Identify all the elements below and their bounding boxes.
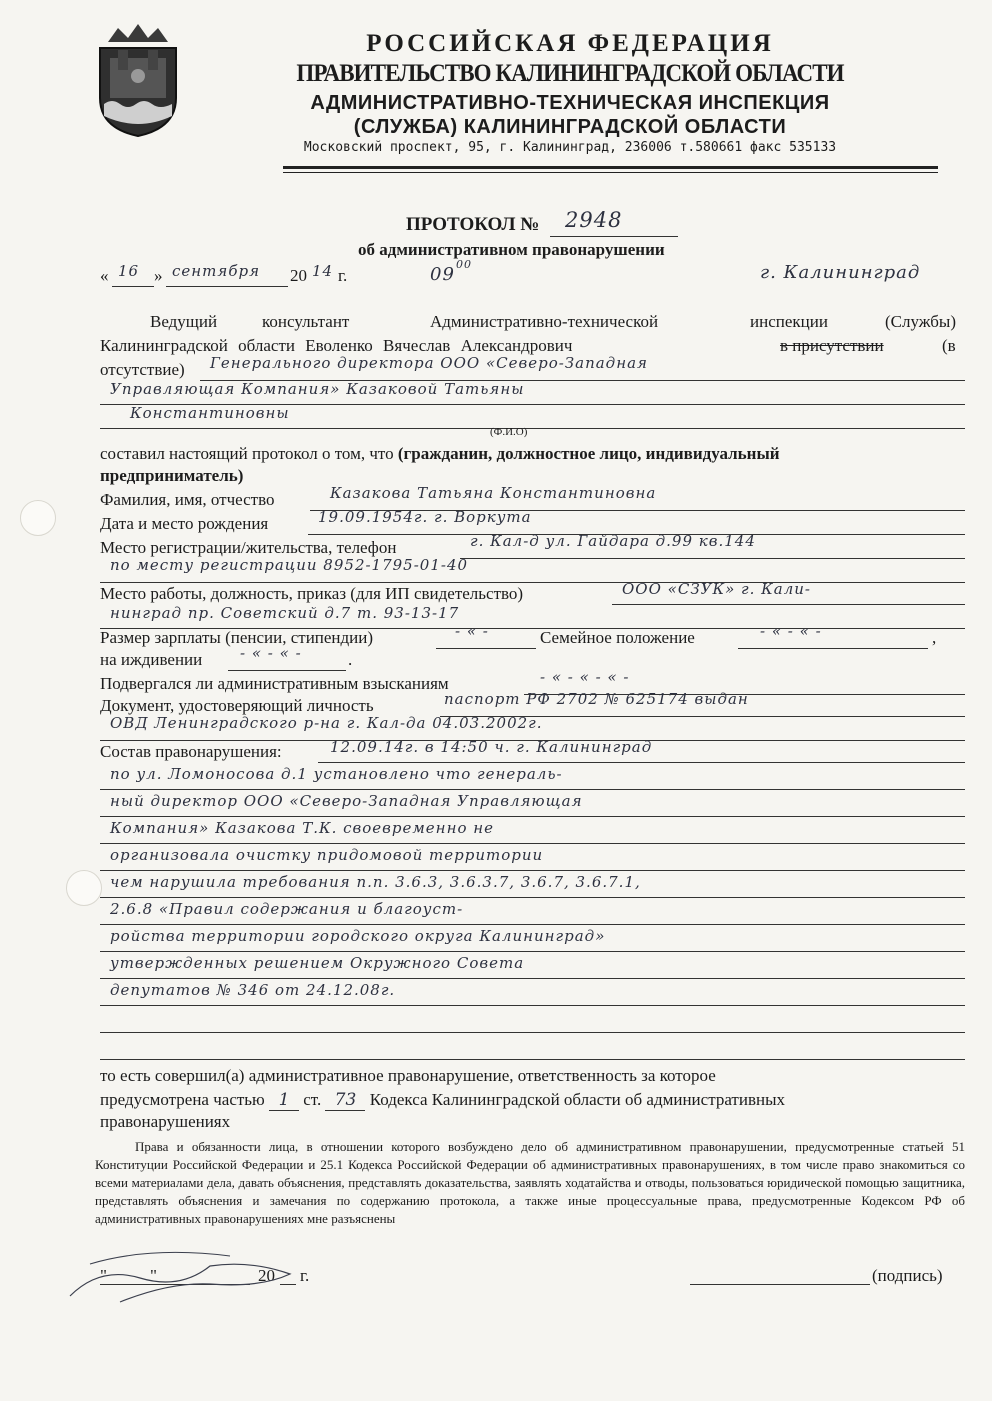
work-label: Место работы, должность, приказ (для ИП свидетельство)	[100, 584, 524, 603]
kaliningrad-coat-of-arms-icon	[88, 20, 188, 140]
footer-year-prefix: 20	[258, 1266, 275, 1285]
date-close-quote: »	[154, 266, 163, 285]
header-inspection: АДМИНИСТРАТИВНО-ТЕХНИЧЕСКАЯ ИНСПЕКЦИЯ	[310, 92, 830, 114]
intro-word-5: (Службы)	[885, 312, 957, 331]
offense-line-8	[100, 951, 965, 952]
fio-value: Казакова Татьяна Константиновна	[330, 484, 657, 502]
composed-roles: (гражданин, должностное лицо, индивидуальный	[397, 444, 780, 463]
id-value-2: ОВД Ленинградского р-на г. Кал-да 04.03.2002г.	[110, 714, 543, 732]
reg-label: Место регистрации/жительства, телефон	[100, 538, 397, 557]
reg-value-2: по месту регистрации 8952-1795-01-40	[110, 556, 469, 574]
conclusion-code-label: Кодекса Калининградской области об административных	[369, 1090, 786, 1109]
protocol-number-line	[550, 236, 678, 237]
offense-line-1	[318, 762, 965, 763]
intro-line-3	[100, 428, 965, 429]
dependents-line	[228, 670, 346, 671]
offense-label: Состав правонарушения:	[100, 742, 282, 761]
intro-person-3: Константиновны	[130, 404, 290, 422]
reg-line-2	[100, 582, 965, 583]
footer-quote-open: "	[100, 1266, 107, 1285]
penalties-label: Подвергался ли административным взысканиям	[100, 674, 449, 693]
intro-person-1: Генерального директора ООО «Северо-Западная	[210, 354, 648, 372]
footer-quote-close: "	[150, 1266, 157, 1285]
date-month: сентября	[172, 262, 261, 280]
birth-value: 19.09.1954г. г. Воркута	[318, 508, 532, 526]
salary-label: Размер зарплаты (пенсии, стипендии)	[100, 628, 374, 647]
offense-text-9: утвержденных решением Окружного Совета	[110, 954, 525, 972]
family-label: Семейное положение	[540, 628, 695, 647]
offense-line-11	[100, 1032, 965, 1033]
dependents-value: - « - « -	[240, 644, 302, 662]
protocol-title: ПРОТОКОЛ №	[406, 214, 540, 235]
family-line	[738, 648, 928, 649]
offense-line-12	[100, 1059, 965, 1060]
intro-paren: (в	[942, 336, 956, 355]
month-line	[166, 286, 288, 287]
offense-text-5: организовала очистку придомовой территории	[110, 846, 544, 864]
offense-line-3	[100, 816, 965, 817]
offense-text-10: депутатов № 346 от 24.12.08г.	[110, 981, 396, 999]
offense-text-8: ройства территории городского округа Калининград»	[110, 927, 606, 945]
offense-line-4	[100, 843, 965, 844]
conclusion-article-value: 73	[325, 1090, 365, 1111]
offense-line-5	[100, 870, 965, 871]
offense-text-1: 12.09.14г. в 14:50 ч. г. Калининград	[330, 738, 653, 756]
offense-text-3: ный директор ООО «Северо-Западная Управляющая	[110, 792, 583, 810]
id-value-1: паспорт РФ 2702 № 625174 выдан	[444, 690, 749, 708]
offense-line-2	[100, 789, 965, 790]
fio-caption: (Ф.И.О)	[490, 426, 528, 438]
id-label: Документ, удостоверяющий личность	[100, 696, 374, 715]
date-open-quote: «	[100, 266, 109, 285]
handwritten-scrawl-icon	[60, 1236, 340, 1316]
offense-line-7	[100, 924, 965, 925]
fio-label: Фамилия, имя, отчество	[100, 490, 275, 509]
birth-label: Дата и место рождения	[100, 514, 269, 533]
binder-hole-top	[20, 500, 56, 536]
date-year-suffix: 14	[312, 262, 334, 280]
date-day: 16	[118, 262, 140, 280]
offense-line-6	[100, 897, 965, 898]
salary-value: - « -	[455, 622, 489, 640]
reg-line-1	[460, 558, 965, 559]
date-year-prefix: 20	[290, 266, 307, 285]
protocol-number: 2948	[565, 208, 623, 232]
dependents-label: на иждивении	[100, 650, 203, 669]
header-address: Московский проспект, 95, г. Калининград, 236006 т.580661 факс 535133	[303, 140, 837, 155]
penalties-value: - « - « - « -	[540, 668, 630, 686]
date-time-minutes: 00	[456, 258, 472, 271]
intro-word-4: инспекции	[750, 312, 828, 331]
intro-person-2: Управляющая Компания» Казаковой Татьяны	[110, 380, 525, 398]
work-value-1: ООО «СЗУК» г. Кали-	[622, 580, 812, 598]
reg-value-1: г. Кал-д ул. Гайдара д.99 кв.144	[470, 532, 756, 550]
header-divider-thin	[283, 172, 938, 173]
footer-signature-line	[690, 1284, 870, 1285]
intro-word-3: Административно-технической	[430, 312, 659, 331]
signature-label: (подпись)	[872, 1266, 943, 1285]
header-service: (СЛУЖБА) КАЛИНИНГРАДСКОЙ ОБЛАСТИ	[353, 116, 787, 138]
offense-text-7: 2.6.8 «Правил содержания и благоуст-	[110, 900, 464, 918]
composed-line	[100, 444, 780, 464]
salary-line	[436, 648, 536, 649]
date-year-label: г.	[338, 266, 348, 285]
intro-absence: отсутствие)	[100, 360, 185, 379]
conclusion-line-1: то есть совершил(а) административное правонарушение, ответственность за которое	[100, 1066, 716, 1085]
family-comma: ,	[932, 628, 937, 647]
binder-hole-bottom	[66, 870, 102, 906]
rights-paragraph: Права и обязанности лица, в отношении которого возбуждено дело об административном правонарушении, предусмотренные статьей 51 Конституции Российской Федерации и 25.1 Кодекса Российской Федерации об административных правонарушениях, в том числе право знакомиться со всеми материалами дела, давать объяснения, представлять доказательства, заявлять ходатайства и отводы, пользоваться юридической помощью защитника, представлять объяснения и замечания по содержанию протокола, а также иные процессуальные права, предусмотренные Кодексом РФ об административных правонарушениях мне разъяснены	[95, 1139, 965, 1226]
offense-text-6: чем нарушила требования п.п. 3.6.3, 3.6.3.7, 3.6.7, 3.6.7.1,	[110, 873, 641, 891]
day-line	[112, 286, 154, 287]
offense-line-10	[100, 1005, 965, 1006]
work-line-1	[612, 604, 965, 605]
intro-inspector-name: Калининградской области Еволенко Вячеслав Александрович	[100, 336, 573, 355]
intro-word-2: консультант	[262, 312, 350, 331]
family-value: - « - « -	[760, 622, 822, 640]
offense-text-4: Компания» Казакова Т.К. своевременно не	[110, 819, 494, 837]
header-country: РОССИЙСКАЯ ФЕДЕРАЦИЯ	[366, 30, 774, 57]
protocol-subtitle: об административном правонарушении	[358, 240, 665, 259]
footer-year-suffix: г.	[300, 1266, 310, 1285]
conclusion-line-2	[100, 1090, 785, 1111]
intro-struck-presence: в присутствии	[780, 336, 884, 355]
offense-line-9	[100, 978, 965, 979]
header-government: ПРАВИТЕЛЬСТВО КАЛИНИНГРАДСКОЙ ОБЛАСТИ	[296, 60, 844, 87]
offense-text-2: по ул. Ломоносова д.1 установлено что генераль-	[110, 765, 563, 783]
composed-roles-2: предприниматель)	[100, 466, 244, 485]
composed-text: составил настоящий протокол о том, что	[100, 444, 394, 463]
date-time: 09	[430, 264, 455, 285]
date-place: г. Калининград	[760, 262, 921, 283]
conclusion-part-label: предусмотрена частью	[100, 1090, 265, 1109]
conclusion-article-label: ст.	[303, 1090, 322, 1109]
conclusion-part-value: 1	[269, 1090, 299, 1111]
intro-word-1: Ведущий	[150, 312, 218, 331]
dependents-dot: .	[348, 650, 353, 669]
header-divider-thick	[283, 166, 938, 169]
conclusion-line-3: правонарушениях	[100, 1112, 231, 1131]
work-value-2: нинград пр. Советский д.7 т. 93-13-17	[110, 604, 460, 622]
